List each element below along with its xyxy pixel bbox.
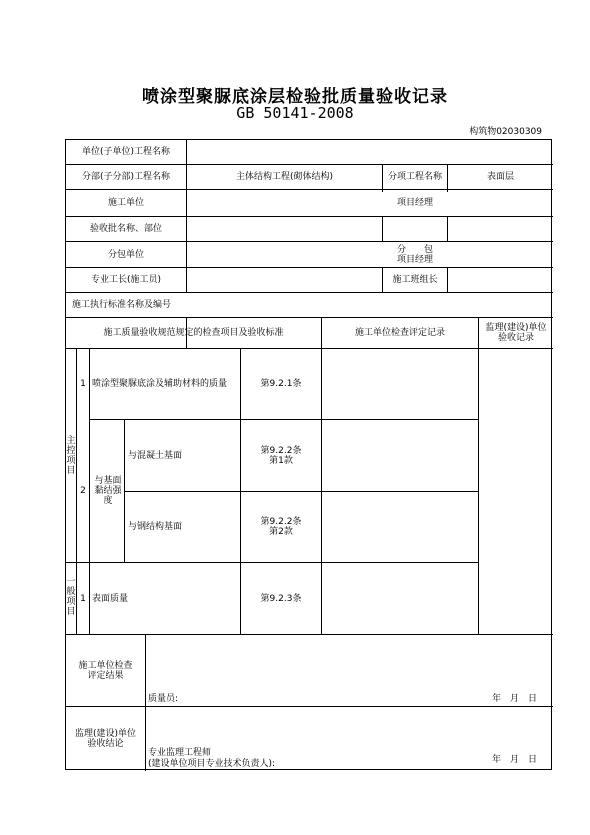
general-item1-record[interactable] — [322, 563, 478, 634]
main-item2b-record[interactable] — [322, 492, 478, 562]
sub-manager-label — [383, 242, 447, 267]
main-item2b-name: 与钢结构基面 — [128, 522, 183, 532]
main-item2a-name: 与混凝土基面 — [128, 450, 183, 461]
constructor-value[interactable] — [187, 190, 382, 216]
standard-name-label: 施工执行标准名称及编号 — [72, 300, 172, 310]
main-item1-record[interactable] — [322, 349, 478, 419]
unit-project-value[interactable] — [187, 140, 553, 164]
item-project-value[interactable]: 表面层 — [486, 172, 514, 182]
sub-project-value[interactable]: 主体结构工程(砌体结构) — [235, 172, 334, 182]
constructor-label: 施工单位 — [107, 198, 144, 208]
inspector-signature: 质量员: — [148, 694, 179, 704]
foreman-label: 专业工长(施工员) — [90, 275, 162, 285]
supervisor-conclusion-label — [66, 707, 145, 771]
foreman-value[interactable] — [187, 268, 382, 292]
team-leader-value[interactable] — [448, 268, 553, 292]
form-code: 构筑物02030309 — [469, 127, 542, 137]
main-item2a-clause-line1: 第9.2.2条 — [260, 445, 302, 456]
main-item2-name: 与基面黏结强度 — [94, 476, 122, 506]
supervisor-date: 年 月 日 — [492, 755, 538, 765]
team-leader-label: 施工班组长 — [392, 275, 438, 285]
main-item2b-clause-line1: 第9.2.2条 — [260, 517, 302, 527]
criteria-header: 施工质量验收规范规定的检查项目及验收标准 — [103, 328, 284, 338]
standard-number: GB 50141-2008 — [236, 104, 354, 122]
general-item1-no: 1 — [80, 593, 86, 604]
col-line — [89, 348, 90, 634]
main-item2a-clause-line2: 第1款 — [269, 455, 293, 466]
constructor-result-label — [66, 635, 145, 706]
project-manager-label: 项目经理 — [396, 198, 433, 208]
main-items-category: 主控项目 — [66, 436, 76, 476]
project-manager-value[interactable] — [448, 190, 553, 216]
general-item1-clause: 第9.2.3条 — [260, 593, 302, 604]
main-item2b-clause — [241, 492, 321, 562]
main-item2b-clause-line2: 第2款 — [269, 527, 293, 537]
supervisor-record-header-line1: 监理(建设)单位 — [485, 323, 547, 333]
subcontractor-value[interactable] — [187, 242, 382, 267]
main-item2-no: 2 — [80, 486, 86, 496]
main-item1-no: 1 — [80, 379, 86, 389]
general-items-category: 一般项目 — [66, 577, 76, 617]
document-title: 喷涂型聚脲底涂层检验批质量验收记录 — [142, 87, 448, 107]
sub-project-label: 分部(子分部)工程名称 — [81, 172, 171, 182]
constructor-record-header: 施工单位检查评定记录 — [354, 328, 445, 338]
sub-manager-value[interactable] — [448, 242, 553, 267]
supervisor-record-header — [479, 318, 553, 348]
constructor-result-label-line1: 施工单位检查 — [78, 660, 133, 671]
constructor-result-label-line2: 评定结果 — [87, 670, 124, 681]
main-item2a-clause — [241, 420, 321, 491]
supervisor-conclusion-label-line2: 验收结论 — [87, 739, 124, 749]
sub-manager-label-line2: 项目经理 — [396, 254, 433, 265]
batch-value[interactable] — [187, 217, 553, 241]
engineer-signature-line1: 专业监理工程师 — [148, 748, 212, 758]
main-item1-name: 喷涂型聚脲底涂及辅助材料的质量 — [92, 379, 228, 389]
engineer-signature-line2: (建设单位项目专业技术负责人): — [148, 759, 276, 769]
main-item1-clause: 第9.2.1条 — [260, 379, 302, 389]
col-line — [145, 634, 146, 771]
item-project-label: 分项工程名称 — [387, 172, 442, 182]
unit-project-label: 单位(子单位)工程名称 — [81, 147, 171, 157]
subcontractor-label: 分包单位 — [107, 249, 144, 260]
batch-label: 验收批名称、部位 — [89, 224, 162, 234]
supervisor-conclusion-label-line1: 监理(建设)单位 — [74, 729, 137, 739]
general-item1-name: 表面质量 — [92, 593, 129, 604]
standard-name-value[interactable] — [187, 293, 553, 317]
inspection-record-table — [65, 139, 552, 770]
constructor-date: 年 月 日 — [492, 694, 538, 704]
sub-manager-label-line1: 分 包 — [396, 244, 433, 255]
col-line — [124, 419, 125, 562]
supervisor-records-cell[interactable] — [479, 349, 553, 634]
supervisor-record-header-line2: 验收记录 — [497, 333, 534, 343]
main-item2a-record[interactable] — [322, 420, 478, 491]
